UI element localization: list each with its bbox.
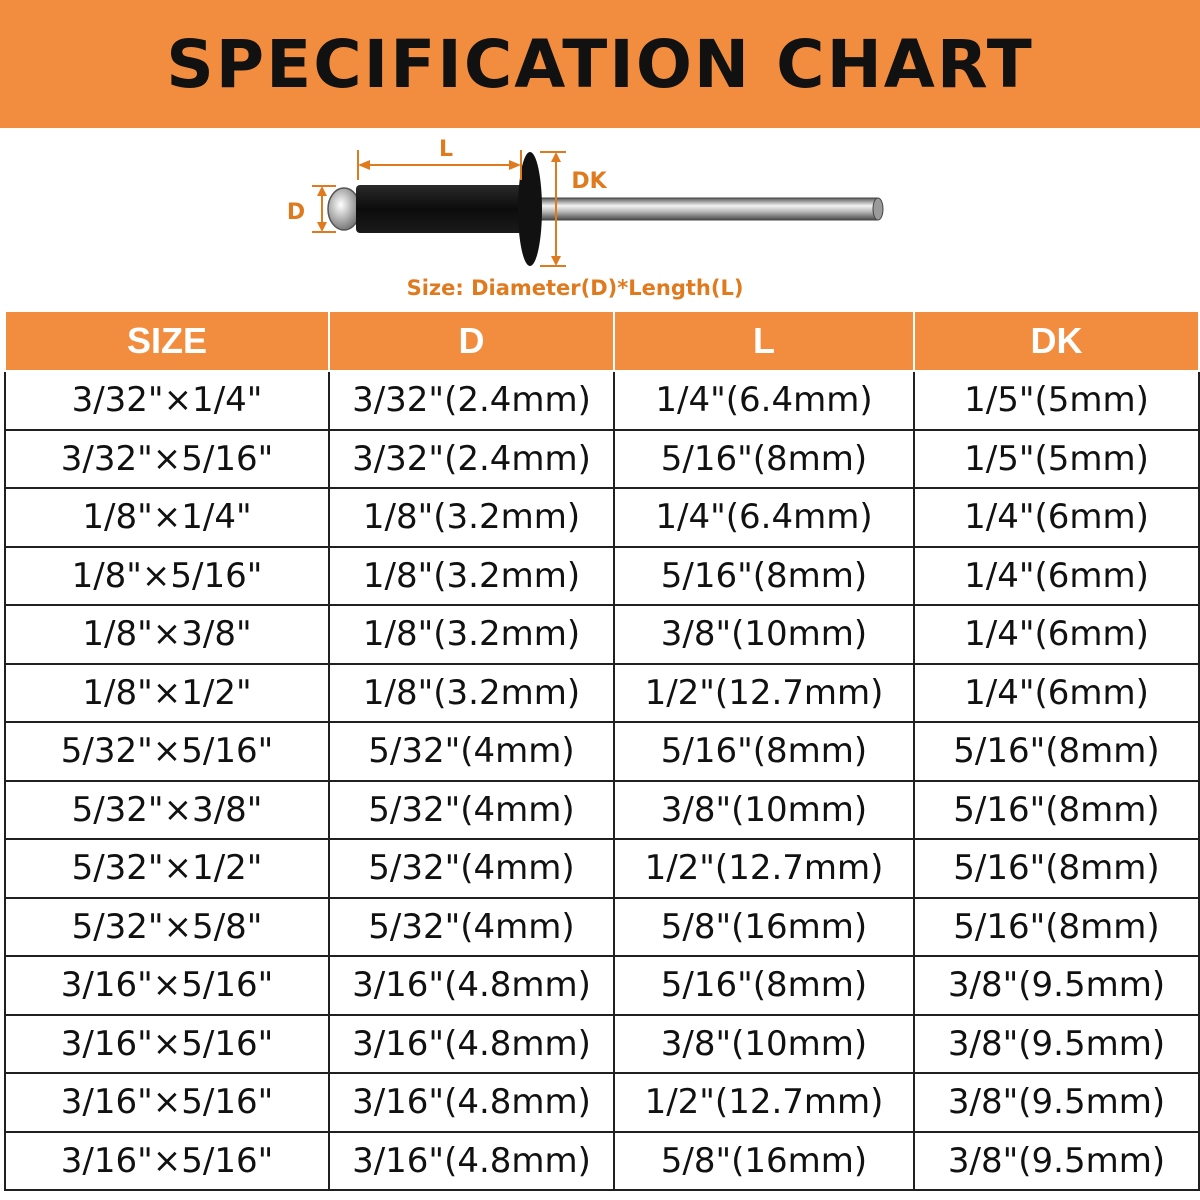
d-label: D	[286, 200, 306, 225]
rivet-diagram	[0, 128, 1200, 310]
cell-dk: 5/16"(8mm)	[914, 781, 1199, 840]
table-row	[5, 371, 1199, 430]
cell-dk: 1/5"(5mm)	[914, 371, 1199, 430]
table-row	[5, 722, 1199, 781]
cell-d: 3/16"(4.8mm)	[329, 1132, 614, 1191]
table-row	[5, 547, 1199, 606]
rivet-body	[356, 185, 528, 233]
cell-l: 5/16"(8mm)	[614, 956, 914, 1015]
table-row	[5, 1015, 1199, 1074]
cell-l: 1/4"(6.4mm)	[614, 371, 914, 430]
header-dk: DK	[914, 311, 1199, 371]
cell-d: 3/32"(2.4mm)	[329, 371, 614, 430]
table-row	[5, 1132, 1199, 1191]
cell-dk: 5/16"(8mm)	[914, 898, 1199, 957]
cell-l: 5/8"(16mm)	[614, 1132, 914, 1191]
size-caption: Size: Diameter(D)*Length(L)	[406, 276, 744, 300]
cell-dk: 1/4"(6mm)	[914, 547, 1199, 606]
l-label: L	[438, 137, 454, 162]
table-row	[5, 605, 1199, 664]
dk-label: DK	[571, 169, 607, 194]
table-row	[5, 430, 1199, 489]
d-arrow-top	[317, 186, 327, 196]
table-row	[5, 781, 1199, 840]
table-row	[5, 1073, 1199, 1132]
cell-size: 1/8"×5/16"	[5, 547, 329, 606]
cell-l: 3/8"(10mm)	[614, 605, 914, 664]
cell-d: 3/16"(4.8mm)	[329, 1015, 614, 1074]
cell-size: 1/8"×3/8"	[5, 605, 329, 664]
mandrel-head	[328, 188, 360, 230]
cell-dk: 1/4"(6mm)	[914, 488, 1199, 547]
cell-l: 3/8"(10mm)	[614, 1015, 914, 1074]
cell-size: 3/32"×5/16"	[5, 430, 329, 489]
specification-table	[4, 310, 1200, 1191]
cell-l: 5/8"(16mm)	[614, 898, 914, 957]
cell-dk: 3/8"(9.5mm)	[914, 1073, 1199, 1132]
header-l: L	[614, 311, 914, 371]
header-size: SIZE	[5, 311, 329, 371]
cell-dk: 3/8"(9.5mm)	[914, 956, 1199, 1015]
cell-dk: 1/5"(5mm)	[914, 430, 1199, 489]
l-arrow-right	[509, 160, 521, 170]
title-banner	[0, 0, 1200, 128]
cell-dk: 3/8"(9.5mm)	[914, 1132, 1199, 1191]
mandrel-shaft	[530, 198, 880, 220]
cell-d: 5/32"(4mm)	[329, 839, 614, 898]
cell-l: 5/16"(8mm)	[614, 722, 914, 781]
cell-d: 1/8"(3.2mm)	[329, 547, 614, 606]
cell-l: 1/2"(12.7mm)	[614, 839, 914, 898]
table-row	[5, 956, 1199, 1015]
cell-size: 1/8"×1/4"	[5, 488, 329, 547]
cell-size: 3/16"×5/16"	[5, 1073, 329, 1132]
cell-d: 1/8"(3.2mm)	[329, 605, 614, 664]
cell-l: 1/4"(6.4mm)	[614, 488, 914, 547]
cell-d: 3/32"(2.4mm)	[329, 430, 614, 489]
header-d: D	[329, 311, 614, 371]
cell-size: 1/8"×1/2"	[5, 664, 329, 723]
cell-d: 1/8"(3.2mm)	[329, 664, 614, 723]
cell-size: 5/32"×1/2"	[5, 839, 329, 898]
cell-dk: 1/4"(6mm)	[914, 605, 1199, 664]
cell-dk: 5/16"(8mm)	[914, 839, 1199, 898]
cell-d: 3/16"(4.8mm)	[329, 956, 614, 1015]
cell-dk: 3/8"(9.5mm)	[914, 1015, 1199, 1074]
d-arrow-bottom	[317, 222, 327, 232]
cell-d: 3/16"(4.8mm)	[329, 1073, 614, 1132]
table-row	[5, 898, 1199, 957]
page-title: SPECIFICATION CHART	[166, 25, 1034, 103]
dk-arrow-bottom	[551, 256, 561, 266]
l-arrow-left	[358, 160, 370, 170]
cell-dk: 5/16"(8mm)	[914, 722, 1199, 781]
cell-d: 5/32"(4mm)	[329, 722, 614, 781]
cell-d: 5/32"(4mm)	[329, 781, 614, 840]
cell-d: 1/8"(3.2mm)	[329, 488, 614, 547]
cell-dk: 1/4"(6mm)	[914, 664, 1199, 723]
table-header-row	[5, 311, 1199, 371]
cell-size: 3/16"×5/16"	[5, 956, 329, 1015]
cell-size: 5/32"×3/8"	[5, 781, 329, 840]
table-row	[5, 839, 1199, 898]
cell-l: 5/16"(8mm)	[614, 430, 914, 489]
cell-size: 3/16"×5/16"	[5, 1132, 329, 1191]
cell-size: 3/32"×1/4"	[5, 371, 329, 430]
mandrel-tip	[873, 198, 883, 220]
cell-size: 5/32"×5/16"	[5, 722, 329, 781]
table-row	[5, 488, 1199, 547]
cell-l: 1/2"(12.7mm)	[614, 1073, 914, 1132]
dk-arrow-top	[551, 152, 561, 162]
cell-l: 1/2"(12.7mm)	[614, 664, 914, 723]
table-row	[5, 664, 1199, 723]
cell-d: 5/32"(4mm)	[329, 898, 614, 957]
cell-size: 5/32"×5/8"	[5, 898, 329, 957]
cell-l: 5/16"(8mm)	[614, 547, 914, 606]
cell-size: 3/16"×5/16"	[5, 1015, 329, 1074]
cell-l: 3/8"(10mm)	[614, 781, 914, 840]
